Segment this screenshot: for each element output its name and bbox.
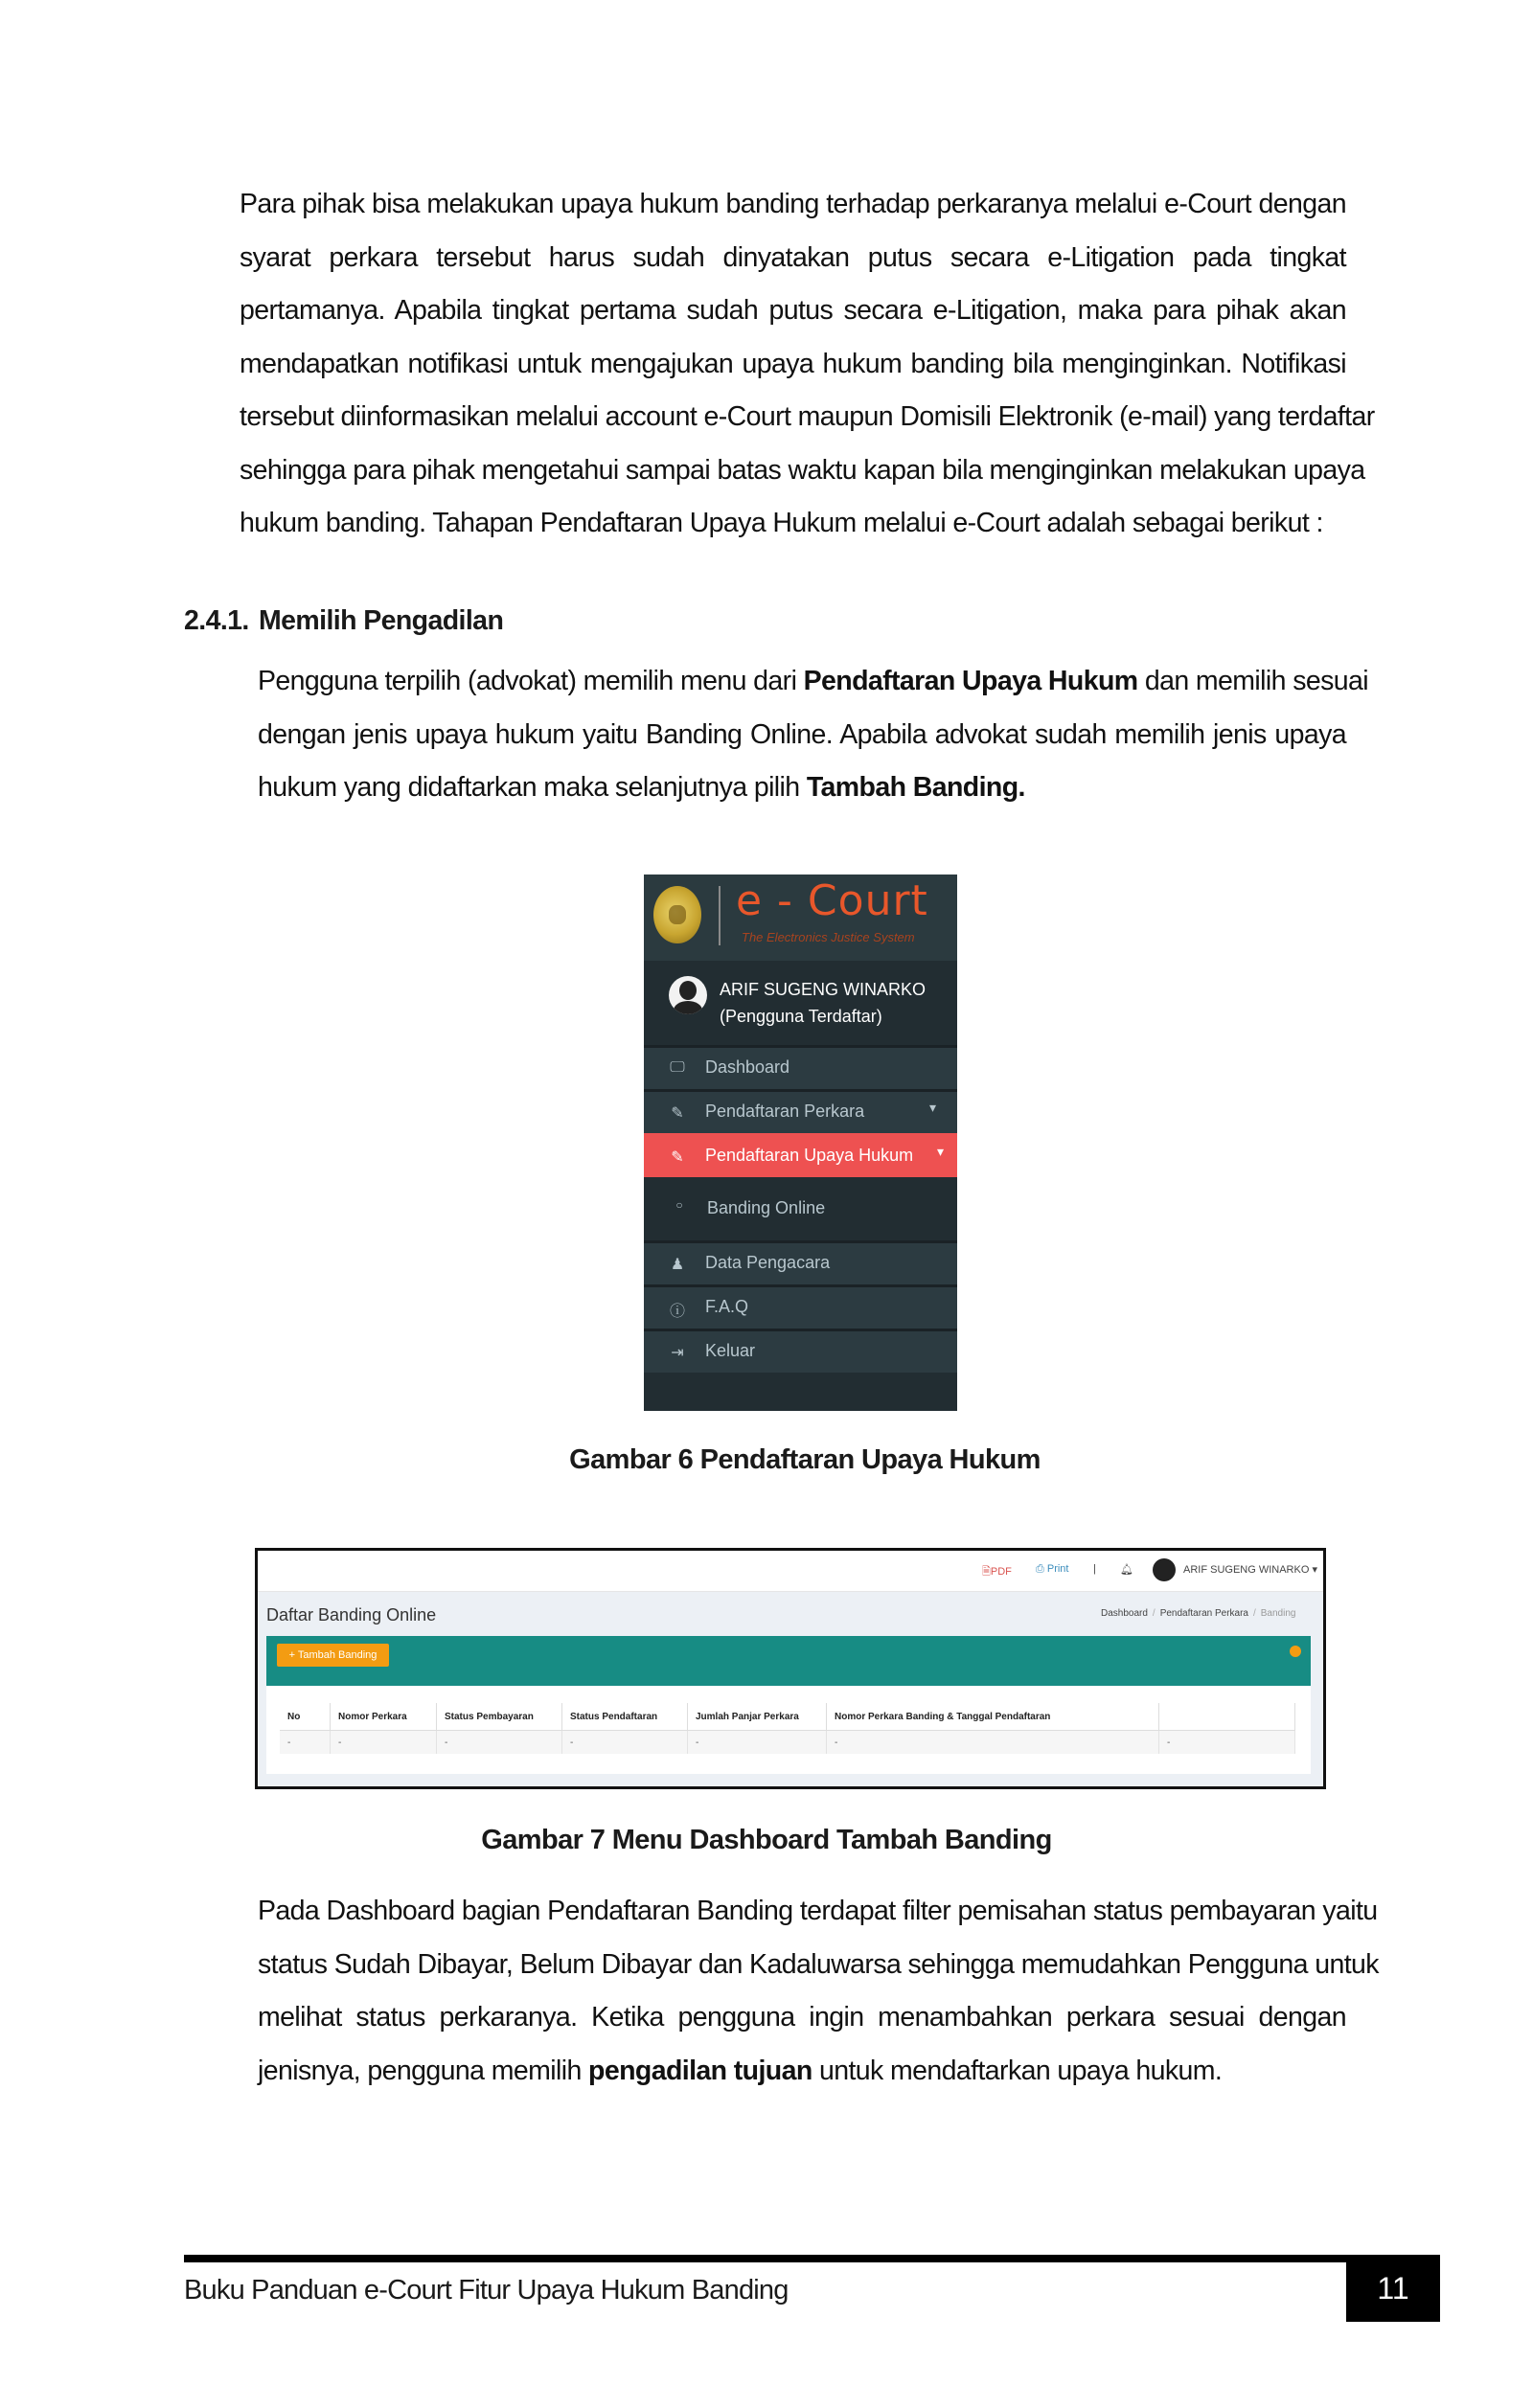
breadcrumb-item[interactable]: Pendaftaran Perkara [1159,1608,1248,1619]
column-header-empty [1159,1703,1295,1731]
user-panel [644,961,957,1045]
sidebar-item-label: Data Pengacara [705,1253,831,1272]
caret-down-icon: ▾ [928,1100,936,1115]
info-icon: ⓘ [669,1304,685,1320]
section-paragraph [258,655,1368,815]
top-navbar [258,1551,1323,1592]
table-cell: - [437,1731,562,1755]
table-cell: - [280,1731,331,1755]
user-menu-label: ARIF SUGENG WINARKO [1183,1564,1310,1576]
sidebar-item-data-pengacara[interactable] [644,1240,957,1284]
ecourt-sidebar-screenshot [644,875,957,1411]
banding-table [280,1703,1295,1754]
paragraph-line: dengan jenis upaya hukum yaitu Banding Online. Apabila advokat sudah memilih jenis upaya [258,718,1346,750]
paragraph-line [258,761,1346,815]
sidebar-item-label: Banding Online [707,1198,826,1217]
sidebar-item-dashboard[interactable] [644,1045,957,1089]
text-run-bold: Tambah Banding. [806,772,1025,803]
brand-tagline: The Electronics Justice System [742,930,915,944]
button-label: Tambah Banding [297,1649,378,1661]
sidebar-item-label: Keluar [705,1341,756,1360]
paragraph-line: Pada Dashboard bagian Pendaftaran Banding terdapat filter pemisahan status pembayaran yaitu [258,1896,1378,1926]
box-header [266,1636,1311,1686]
paragraph-line: hukum banding. Tahapan Pendaftaran Upaya Hukum melalui e-Court adalah sebagai berikut : [240,508,1323,538]
dashboard-screenshot [255,1548,1326,1789]
paragraph-line: melihat status perkaranya. Ketika pengguna ingin menambahkan perkara sesuai dengan [258,2002,1346,2033]
navbar-separator: | [1093,1563,1096,1575]
sidebar-item-label: F.A.Q [705,1297,749,1316]
page-number: 11 [1346,2255,1440,2322]
paragraph-line: status Sudah Dibayar, Belum Dibayar dan Kadaluwarsa sehingga memudahkan Pengguna untuk [258,1948,1379,1980]
circle-outline-icon: ○ [675,1198,683,1212]
logo-divider [719,886,721,945]
print-button[interactable]: ⎙ Print [1036,1563,1069,1575]
table-row [280,1731,1295,1755]
paragraph-line: sehingga para pihak mengetahui sampai batas waktu kapan bila menginginkan melakukan upaya [240,454,1365,486]
user-menu[interactable]: ARIF SUGENG WINARKO ▾ [1183,1564,1317,1576]
text-run: hukum yang didaftarkan maka selanjutnya pilih [258,772,807,803]
edit-icon: ✎ [671,1105,684,1122]
table-cell: - [827,1731,1159,1755]
breadcrumb-item[interactable]: Dashboard [1101,1608,1148,1619]
figure-caption: Gambar 6 Pendaftaran Upaya Hukum [569,1444,1041,1475]
paragraph-line: mendapatkan notifikasi untuk mengajukan upaya hukum banding bila menginginkan. Notifikasi [240,348,1346,379]
figure-caption: Gambar 7 Menu Dashboard Tambah Banding [481,1825,1052,1855]
text-run-bold: Pendaftaran Upaya Hukum [803,666,1138,696]
text-run: dan memilih sesuai [1137,666,1368,696]
sign-out-icon: ⇥ [671,1345,684,1361]
edit-icon: ✎ [671,1149,684,1166]
user-role: (Pengguna Terdaftar) [720,1007,882,1026]
column-header[interactable]: Nomor Perkara [331,1703,437,1731]
section-title: Memilih Pengadilan [259,605,504,636]
print-label: Print [1046,1563,1069,1575]
breadcrumb: Dashboard / Pendaftaran Perkara / Banding [1101,1608,1296,1619]
tambah-banding-button[interactable]: + Tambah Banding [277,1644,389,1667]
sidebar-item-pendaftaran-perkara[interactable] [644,1089,957,1133]
footer-title: Buku Panduan e-Court Fitur Upaya Hukum Banding [184,2275,789,2306]
sidebar-item-keluar[interactable] [644,1329,957,1373]
caret-down-icon: ▾ [936,1144,944,1159]
column-header[interactable]: Nomor Perkara Banding & Tanggal Pendaftaran [827,1703,1159,1731]
collapse-icon[interactable] [1290,1646,1301,1657]
column-header[interactable]: Status Pembayaran [437,1703,562,1731]
sidebar-item-banding-online[interactable] [644,1177,957,1240]
column-header[interactable]: Status Pendaftaran [562,1703,688,1731]
footer-rule [184,2255,1391,2262]
box-body [266,1686,1311,1774]
pdf-label: PDF [990,1566,1012,1578]
column-header[interactable]: No [280,1703,331,1731]
pdf-button[interactable]: 🗎︎PDF [982,1566,1012,1578]
page-title: Daftar Banding Online [266,1605,437,1624]
text-run: jenisnya, pengguna memilih [258,2055,589,2086]
brand-name[interactable]: e - Court [736,876,928,925]
dashboard-paragraph [258,1885,1379,2098]
laptop-icon: 🖵︎ [670,1059,685,1076]
user-icon: ♟ [670,1257,685,1273]
table-cell: - [562,1731,688,1755]
paragraph-line: Para pihak bisa melakukan upaya hukum banding terhadap perkaranya melalui e-Court dengan [240,189,1346,219]
sidebar-item-label: Pendaftaran Perkara [705,1102,865,1121]
sidebar-item-faq[interactable] [644,1284,957,1329]
table-cell: - [331,1731,437,1755]
intro-paragraph [240,178,1375,551]
paragraph-line [258,655,1368,709]
bell-icon[interactable]: 🔔︎ [1120,1564,1133,1576]
content-area [258,1592,1323,1786]
court-seal-logo [653,886,701,943]
avatar [669,976,707,1014]
breadcrumb-item-current: Banding [1260,1608,1296,1619]
sidebar-item-label: Pendaftaran Upaya Hukum [705,1146,914,1165]
text-run: Pengguna terpilih (advokat) memilih menu dari [258,666,804,696]
sidebar-item-pendaftaran-upaya-hukum[interactable] [644,1133,957,1177]
paragraph-line [258,2045,1346,2099]
paragraph-line: pertamanya. Apabila tingkat pertama sudah putus secara e-Litigation, maka para pihak akan [240,295,1346,326]
table-header-row [280,1703,1295,1731]
avatar[interactable] [1153,1558,1176,1581]
table-cell: - [1159,1731,1295,1755]
paragraph-line: syarat perkara tersebut harus sudah dinyatakan putus secara e-Litigation pada tingkat [240,241,1346,273]
column-header[interactable]: Jumlah Panjar Perkara [688,1703,827,1731]
section-number: 2.4.1. [184,605,249,636]
sidebar-item-label: Dashboard [705,1057,790,1077]
paragraph-line: tersebut diinformasikan melalui account e-Court maupun Domisili Elektronik (e-mail) yang terdaftar [240,401,1375,432]
user-name: ARIF SUGENG WINARKO [720,980,927,999]
sidebar-header [644,875,957,961]
section-heading [184,605,503,637]
text-run-bold: pengadilan tujuan [588,2055,812,2086]
text-run: untuk mendaftarkan upaya hukum. [812,2055,1223,2086]
table-cell: - [688,1731,827,1755]
